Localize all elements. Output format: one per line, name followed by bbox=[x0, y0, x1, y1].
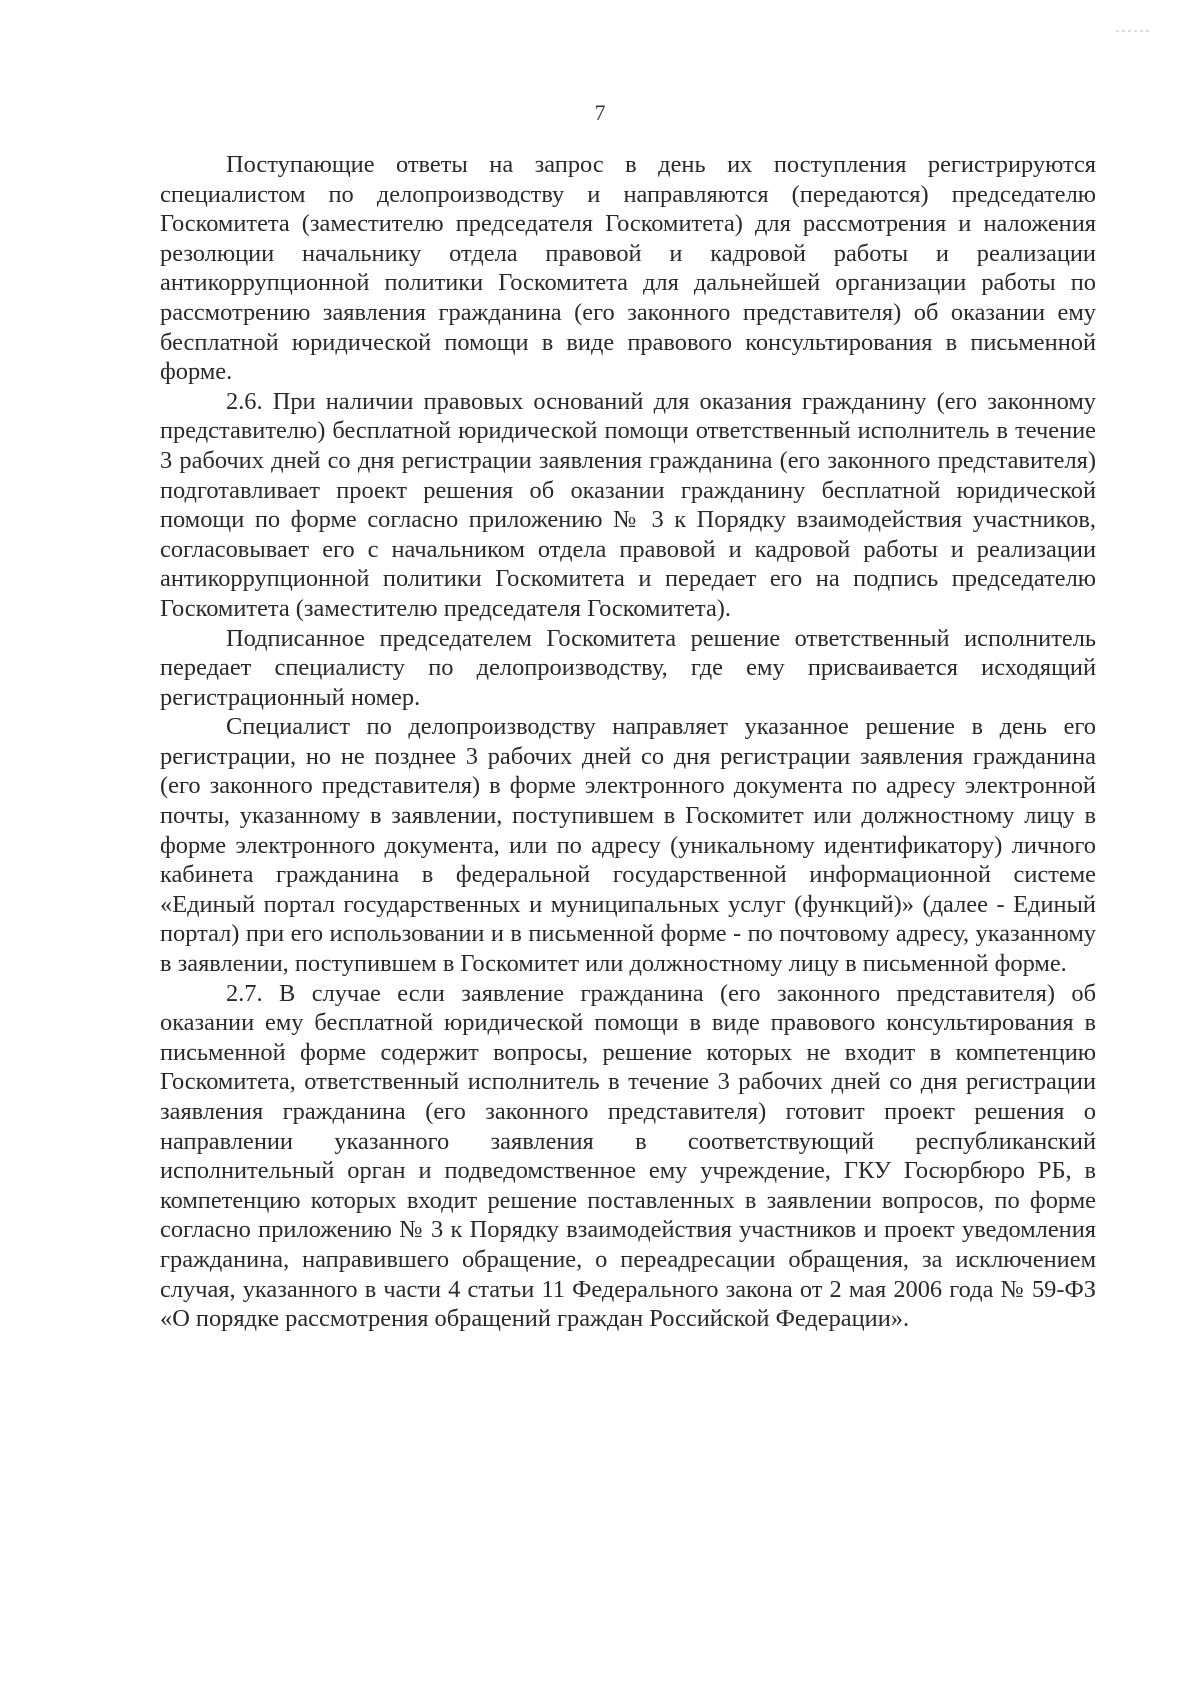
page-number: 7 bbox=[594, 100, 606, 125]
paragraph-2-6: 2.6. При наличии правовых оснований для оказания гражданину (его законному представителю) бесплатной юридической помощи ответственный исполнитель в течение 3 рабочих дней со дня регистрации заявления гражданина (его законного представителя) подготавливает проект решения об оказании гражданину бесплатной юридической помощи по форме согласно приложению № 3 к Порядку взаимодействия участников, согласовывает его с начальником отдела правовой и кадровой работы и реализации антикоррупционной политики Госкомитета и передает его на подпись председателю Госкомитета (заместителю председателя Госкомитета). bbox=[160, 387, 1096, 622]
paragraph-responses-registration: Поступающие ответы на запрос в день их поступления регистрируются специалистом по делопроизводству и направляются (передаются) председателю Госкомитета (заместителю председателя Госкомитета) для рассмотрения и наложения резолюции начальнику отдела правовой и кадровой работы и реализации антикоррупционной политики Госкомитета для дальнейшей организации работы по рассмотрению заявления гражданина (его законного представителя) об оказании ему бесплатной юридической помощи в виде правового консультирования в письменной форме. bbox=[160, 151, 1096, 386]
scan-artifact bbox=[1116, 30, 1150, 32]
document-body bbox=[160, 150, 1096, 1334]
paragraph-records-specialist: Специалист по делопроизводству направляет указанное решение в день его регистрации, но не позднее 3 рабочих дней со дня регистрации заявления гражданина (его законного представителя) в форме электронного документа по адресу электронной почты, указанному в заявлении, поступившем в Госкомитет или должностному лицу в форме электронного документа, или по адресу (уникальному идентификатору) личного кабинета гражданина в федеральной государственной информационной системе «Единый портал государственных и муниципальных услуг (функций)» (далее - Единый портал) при его использовании и в письменной форме - по почтовому адресу, указанному в заявлении, поступившем в Госкомитет или должностному лицу в письменной форме. bbox=[160, 713, 1096, 978]
paragraph-signed-decision: Подписанное председателем Госкомитета решение ответственный исполнитель передает специалисту по делопроизводству, где ему присваивается исходящий регистрационный номер. bbox=[160, 624, 1096, 711]
paragraph-2-7: 2.7. В случае если заявление гражданина (его законного представителя) об оказании ему бесплатной юридической помощи в виде правового консультирования в письменной форме содержит вопросы, решение которых не входит в компетенцию Госкомитета, ответственный исполнитель в течение 3 рабочих дней со дня регистрации заявления гражданина (его законного представителя) готовит проект решения о направлении указанного заявления в соответствующий республиканский исполнительный орган и подведомственное ему учреждение, ГКУ Госюрбюро РБ, в компетенцию которых входит решение поставленных в заявлении вопросов, по форме согласно приложению № 3 к Порядку взаимодействия участников и проект уведомления гражданина, направившего обращение, о переадресации обращения, за исключением случая, указанного в части 4 статьи 11 Федерального закона от 2 мая 2006 года № 59-ФЗ «О порядке рассмотрения обращений граждан Российской Федерации». bbox=[160, 979, 1096, 1333]
